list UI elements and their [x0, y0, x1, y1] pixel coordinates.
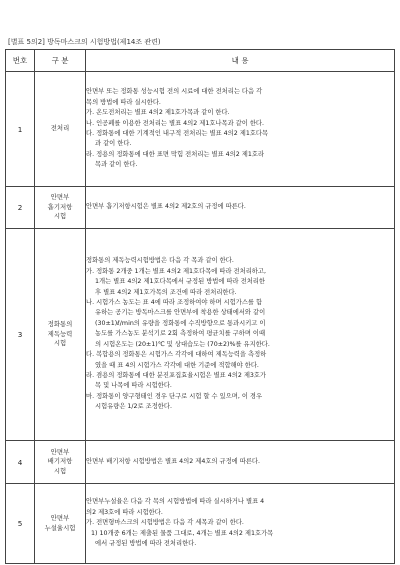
category-line: 배기저항: [47, 457, 73, 466]
row-content: [86, 187, 395, 229]
row-category: [35, 229, 86, 441]
content-line: 안면부 또는 정화통 성능시험 전의 시료에 대한 전처리는 다음 각: [86, 88, 263, 96]
row-content: [86, 441, 395, 484]
category-line: 시험: [53, 212, 67, 221]
category-line: 안면부: [50, 447, 70, 456]
category-line: 시험: [53, 339, 67, 348]
content-line: 후 별표 4의2 제1호가목의 조건에 따라 전처리한다.: [95, 288, 237, 296]
content-line: 목의 방법에 따라 실시한다.: [86, 98, 161, 106]
content-line: 라. 정용의 정화통에 대한 표면 막힘 전처리는 별표 4의2 제1호라: [86, 150, 265, 158]
row-category: [35, 484, 86, 564]
header-no: 번호: [6, 50, 35, 72]
content-line: 에서 규정된 방법에 따라 전처리한다.: [95, 540, 197, 548]
table-row: [6, 72, 395, 187]
category-line: 전처리: [50, 124, 70, 133]
category-line: 흡기저항: [47, 202, 73, 211]
content-line: 가. 정화통 2개중 1개는 별표 4의2 제1호다목에 따라 전처리하고,: [86, 267, 266, 275]
row-number: 1: [6, 72, 35, 187]
header-content: 내 용: [86, 50, 395, 72]
content-line: 목 및 나목에 따라 시험한다.: [95, 382, 172, 390]
row-category: [35, 72, 86, 187]
row-category: [35, 187, 86, 229]
category-line: 정화통의: [47, 320, 73, 329]
content-line: 안면부 배기저항 시험방법은 별표 4의2 제4호의 규정에 따른다.: [86, 457, 261, 465]
content-line: (30±1)ℓ/min의 유량을 정화통에 수직방향으로 통과시키고 이: [95, 319, 266, 327]
content-line: 나. 인공폐를 이용한 전처리는 별표 4의2 제1호나목과 같이 한다.: [86, 119, 265, 127]
category-line: 시험: [53, 466, 67, 475]
content-line: 다. 복합용의 정화통은 시험가스 각각에 대하여 제독능력을 측정하: [86, 351, 267, 359]
row-number: 5: [6, 484, 35, 564]
test-method-table: [5, 49, 395, 564]
annex-caption: [별표 5의2] 방독마스크의 시험방법(제14조 관련): [8, 38, 161, 46]
content-line: 마. 정화통이 양구형태인 경우 단구로 시험 할 수 있으며, 이 경우: [86, 392, 263, 400]
row-category: [35, 441, 86, 484]
table-row: [6, 484, 395, 564]
content-line: 안면부 흡기저항시험은 별표 4의2 제2호의 규정에 따른다.: [86, 203, 246, 211]
content-line: 다. 정화통에 대한 기계적인 내구적 전처리는 별표 4의2 제1호다목: [86, 130, 269, 137]
content-line: 유하는 공기는 방독마스크를 안면부에 착용한 상태에서와 같이: [95, 309, 266, 317]
table-row: [6, 187, 395, 229]
content-line: 가. 온도전처리는 별표 4의2 제1호가목과 같이 한다.: [86, 109, 230, 117]
content-line: 안면부누설율은 다음 각 목의 시험방법에 따라 실시하거나 별표 4: [86, 498, 265, 506]
row-number: 4: [6, 441, 35, 484]
row-content: [86, 229, 395, 441]
row-number: 3: [6, 229, 35, 441]
content-line: 과 같이 한다.: [95, 140, 132, 148]
content-line: 정화통의 제독능력시험방법은 다음 각 목과 같이 한다.: [86, 257, 234, 265]
content-line: 1) 10개중 6개는 제출된 물품 그대로, 4개는 별표 4의2 제1호가목: [91, 529, 274, 537]
content-line: 였을 때 표 4의 시험가스 각각에 대한 기준에 적합해야 한다.: [95, 361, 259, 369]
content-line: 라. 겸용의 정화통에 대한 분진포집효율시험은 별표 4의2 제3호가: [86, 371, 267, 379]
category-line: 안면부: [50, 513, 70, 522]
content-line: 시험유량은 1/2로 조정한다.: [95, 403, 172, 411]
content-line: 의 시험온도는 (20±1)℃ 및 상대습도는 (70±2)%를 유지한다.: [95, 340, 270, 348]
content-line: 목과 같이 한다.: [95, 161, 138, 169]
row-number: 2: [6, 187, 35, 229]
table-row: [6, 441, 395, 484]
category-line: 제독능력: [47, 329, 73, 338]
content-line: 농도를 가스농도 분석기로 2회 측정하여 평균치를 구하며 이때: [95, 330, 266, 338]
content-line: 나. 시험가스 농도는 표 4에 따라 조정하여야 하며 시험가스를 함: [86, 299, 263, 307]
category-line: 누설율시험: [44, 523, 76, 532]
content-line: 1개는 별표 4의2 제1호다목에서 규정된 방법에 따라 전처리한: [95, 278, 265, 286]
row-content: [86, 484, 395, 564]
category-line: 안면부: [50, 193, 70, 202]
row-content: [86, 72, 395, 187]
content-line: 의2 제3호에 따라 시험한다.: [86, 508, 163, 516]
content-line: 가. 전면형마스크의 시험방법은 다음 각 세목과 같이 한다.: [86, 519, 244, 527]
header-row: [6, 50, 395, 72]
header-category: 구 분: [35, 50, 86, 72]
table-row: [6, 229, 395, 441]
